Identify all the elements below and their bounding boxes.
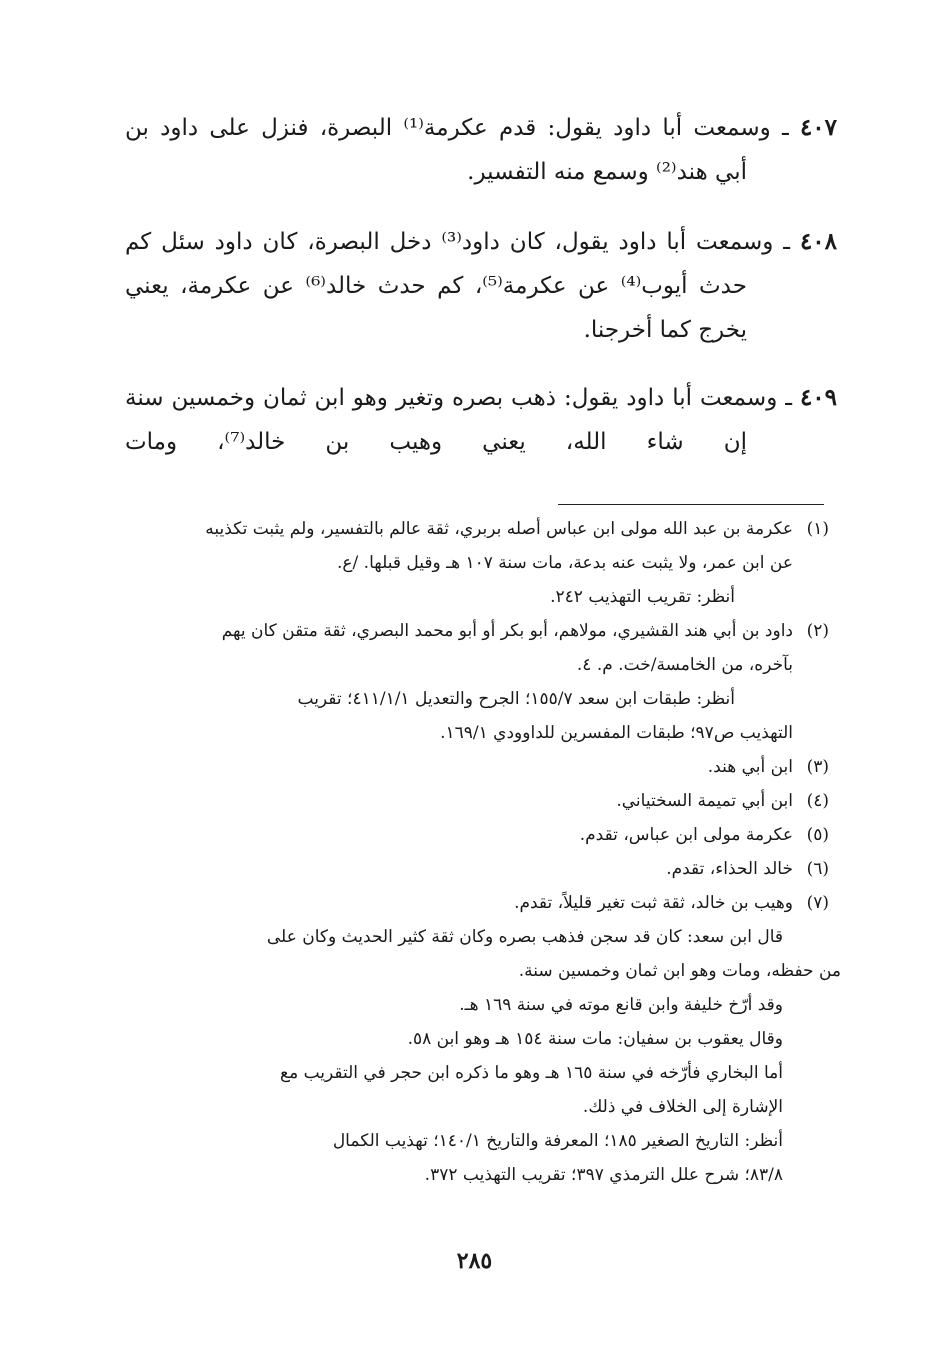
entry-407-line-1: [125, 106, 837, 150]
footnote-6: [125, 852, 841, 886]
footnote-marker: (٤): [806, 791, 829, 811]
footnote-line: وهيب بن خالد، ثقة ثبت تغير قليلاً، تقدم.: [514, 893, 793, 913]
footnote-reference: أنظر: تقريب التهذيب ٢٤٢.: [550, 587, 735, 607]
footnote-marker: (٣): [806, 757, 829, 777]
footnote-line: عن ابن عمر، ولا يثبت عنه بدعة، مات سنة ١٠٧ هـ وقيل قبلها. /ع.: [337, 553, 793, 573]
footnote-7-continued: [125, 920, 841, 1192]
footnote-marker: (٦): [806, 859, 829, 879]
footnote-4: [125, 784, 841, 818]
footnote-line: داود بن أبي هند القشيري، مولاهم، أبو بكر أو أبو محمد البصري، ثقة متقن كان يهم: [221, 621, 793, 641]
footnote-reference: أنظر: طبقات ابن سعد ١٥٥/٧؛ الجرح والتعديل ٤١١/١/١؛ تقريب: [297, 689, 735, 709]
footnote-marker: (١): [806, 519, 829, 539]
footnote-reference: أنظر: التاريخ الصغير ١٨٥؛ المعرفة والتاريخ ١٤٠/١؛ تهذيب الكمال: [332, 1131, 783, 1151]
entry-407-line-2: أبي هند⁽²⁾ وسمع منه التفسير.: [467, 159, 747, 185]
footnote-line: عكرمة بن عبد الله مولى ابن عباس أصله بربري، ثقة عالم بالتفسير، ولم يثبت تكذيبه: [205, 519, 793, 539]
entry-408: [125, 220, 837, 352]
footnote-marker: (٢): [806, 621, 829, 641]
footnote-7: [125, 886, 841, 920]
footnote-line: أما البخاري فأرّخه في سنة ١٦٥ هـ وهو ما ذكره ابن حجر في التقريب مع: [280, 1063, 783, 1083]
footnotes: [125, 512, 841, 1192]
page-number: ٢٨٥: [456, 1248, 493, 1274]
entry-text: ـ وسمعت أبا داود يقول: ذهب بصره وتغير وهو ابن ثمان وخمسين سنة: [125, 385, 792, 411]
footnote-reference: ٨٣/٨؛ شرح علل الترمذي ٣٩٧؛ تقريب التهذيب ٣٧٢.: [424, 1165, 783, 1185]
footnote-marker: (٥): [806, 825, 829, 845]
footnote-separator: [558, 504, 824, 505]
entry-409-line-2: إن شاء الله، يعني وهيب بن خالد⁽⁷⁾، ومات: [125, 429, 747, 455]
footnote-line: عكرمة مولى ابن عباس، تقدم.: [579, 825, 793, 845]
footnote-line: خالد الحذاء، تقدم.: [666, 859, 793, 879]
entry-text: ـ وسمعت أبا داود يقول: قدم عكرمة⁽¹⁾ البصرة، فنزل على داود بن: [125, 115, 789, 141]
footnote-line: الإشارة إلى الخلاف في ذلك.: [582, 1097, 783, 1117]
footnote-line: بآخره، من الخامسة/خت. م. ٤.: [576, 655, 793, 675]
entry-number: ٤٠٧: [799, 114, 837, 141]
footnote-reference: التهذيب ص٩٧؛ طبقات المفسرين للداوودي ١٦٩/١.: [440, 723, 793, 743]
footnote-line: ابن أبي تميمة السختياني.: [616, 791, 793, 811]
entry-408-line-1: [125, 220, 837, 264]
footnote-line: وقال يعقوب بن سفيان: مات سنة ١٥٤ هـ وهو ابن ٥٨.: [407, 1029, 783, 1049]
entry-number: ٤٠٨: [799, 228, 837, 255]
entry-408-line-3: يخرج كما أخرجنا.: [583, 317, 747, 343]
footnote-line: ابن أبي هند.: [707, 757, 793, 777]
entry-number: ٤٠٩: [799, 384, 837, 411]
entry-409: [125, 376, 837, 464]
footnote-2: [125, 614, 841, 750]
footnote-line: من حفظه، ومات وهو ابن ثمان وخمسين سنة.: [518, 961, 841, 981]
footnote-3: [125, 750, 841, 784]
footnote-line: قال ابن سعد: كان قد سجن فذهب بصره وكان ثقة كثير الحديث وكان على: [266, 927, 783, 947]
footnote-marker: (٧): [806, 893, 829, 913]
entry-409-line-1: [125, 376, 837, 420]
entry-408-line-2: حدث أيوب⁽⁴⁾ عن عكرمة⁽⁵⁾، كم حدث خالد⁽⁶⁾ عن عكرمة، يعني: [125, 273, 747, 299]
footnote-1: [125, 512, 841, 614]
footnote-line: وقد أرّخ خليفة وابن قانع موته في سنة ١٦٩ هـ.: [459, 995, 783, 1015]
entry-text: ـ وسمعت أبا داود يقول، كان داود⁽³⁾ دخل البصرة، كان داود سئل كم: [125, 229, 791, 255]
entry-407: [125, 106, 837, 194]
footnote-5: [125, 818, 841, 852]
